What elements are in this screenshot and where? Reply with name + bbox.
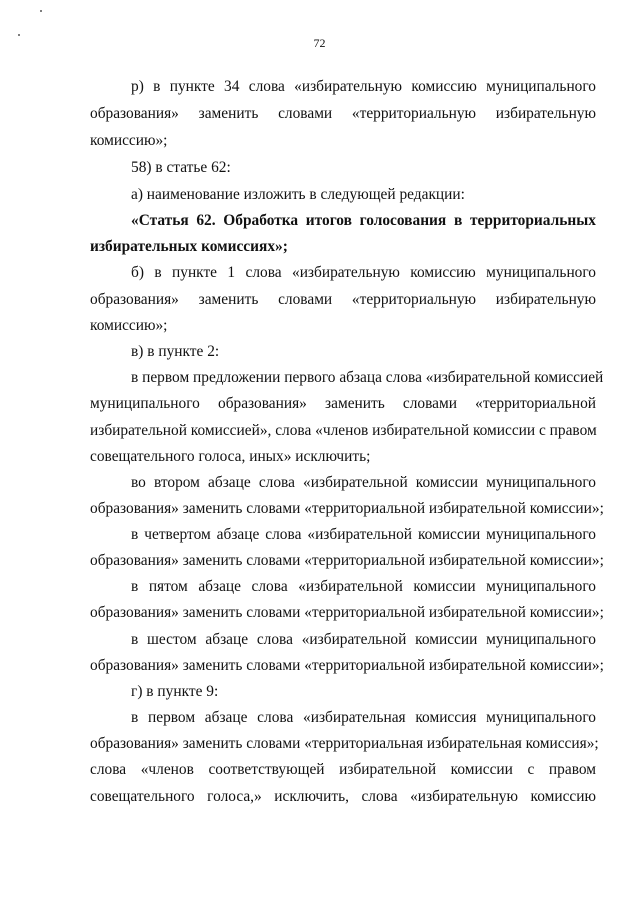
text-line: образования» заменить словами «территориальной избирательной комиссии»;: [90, 657, 604, 674]
text-line: слова «членов соответствующей избирательной комиссии с правом: [90, 761, 596, 778]
text-line: р) в пункте 34 слова «избирательную комиссию муниципального: [131, 78, 596, 95]
text-line: муниципального образования» заменить словами «территориальной: [90, 395, 596, 412]
article-heading-line: «Статья 62. Обработка итогов голосования в территориальных: [131, 212, 596, 229]
text-line: образования» заменить словами «территориальную избирательную: [90, 105, 596, 122]
article-heading-line: избирательных комиссиях»;: [90, 238, 288, 255]
text-line: б) в пункте 1 слова «избирательную комиссию муниципального: [131, 264, 596, 281]
text-line: в пятом абзаце слова «избирательной комиссии муниципального: [131, 578, 596, 595]
text-line: образования» заменить словами «территориальную избирательную: [90, 291, 596, 308]
text-line: образования» заменить словами «территориальной избирательной комиссии»;: [90, 552, 604, 569]
page-number: 72: [313, 36, 326, 50]
text-line: г) в пункте 9:: [131, 683, 219, 700]
text-line: 58) в статье 62:: [131, 159, 231, 176]
text-line: образования» заменить словами «территориальной избирательной комиссии»;: [90, 500, 604, 517]
text-line: в первом предложении первого абзаца слова «избирательной комиссией: [131, 369, 604, 386]
text-line: а) наименование изложить в следующей редакции:: [131, 186, 465, 203]
text-line: в четвертом абзаце слова «избирательной комиссии муниципального: [131, 526, 596, 543]
text-line: в) в пункте 2:: [131, 343, 220, 360]
text-line: совещательного голоса,» исключить, слова «избирательную комиссию: [90, 788, 596, 805]
text-line: в первом абзаце слова «избирательная комиссия муниципального: [131, 709, 596, 726]
text-line: во втором абзаце слова «избирательной комиссии муниципального: [131, 474, 596, 491]
text-line: образования» заменить словами «территориальная избирательная комиссия»;: [90, 735, 599, 752]
text-line: комиссию»;: [90, 132, 168, 149]
scan-speck: [40, 10, 42, 12]
text-line: комиссию»;: [90, 317, 168, 334]
text-line: в шестом абзаце слова «избирательной комиссии муниципального: [131, 631, 596, 648]
text-line: совещательного голоса, иных» исключить;: [90, 448, 371, 465]
text-line: образования» заменить словами «территориальной избирательной комиссии»;: [90, 604, 604, 621]
text-line: избирательной комиссией», слова «членов избирательной комиссии с правом: [90, 422, 597, 439]
